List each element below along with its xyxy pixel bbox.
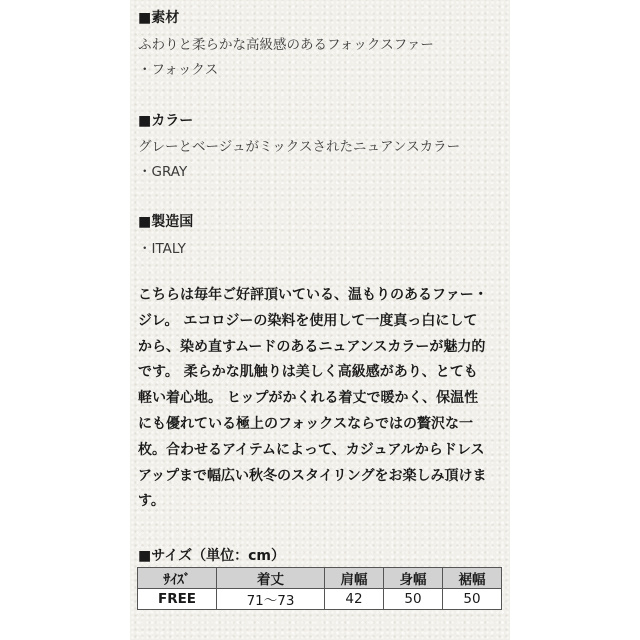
origin-value: ・ITALY [138,241,186,257]
description-line: 軽い着心地。 ヒップがかくれる着丈で暖かく、保温性 [138,390,479,407]
size-table-header-row [138,568,502,589]
size-heading: ■サイズ（単位：cm） [138,548,285,564]
size-header-cell: 肩幅 [325,568,384,589]
size-cell: FREE [138,589,217,610]
description-line: にも優れている極上のフォックスならではの贅沢な一 [138,415,474,432]
description-line: こちらは毎年ご好評頂いている、温もりのあるファー・ [138,287,488,303]
color-heading: ■カラー [138,113,194,129]
material-value: ・フォックス [138,62,219,78]
description-line: す。 [138,493,165,510]
size-header-cell: 身幅 [384,568,443,589]
size-header-cell: 裾幅 [443,568,502,589]
product-description [138,283,508,515]
description-line: から、染め直すムードのあるニュアンスカラーが魅力的 [138,338,486,355]
description-line: アップまで幅広い秋冬のスタイリングをお楽しみ頂けま [138,467,487,484]
origin-heading: ■製造国 [138,214,194,230]
description-line: ジレ。 エコロジーの染料を使用して一度真っ白にして [138,312,478,329]
size-table [137,567,502,610]
description-line: 枚。合わせるアイテムによって、カジュアルからドレス [138,441,485,458]
size-cell: 71〜73 [217,589,325,610]
size-cell: 50 [443,589,502,610]
size-cell: 42 [325,589,384,610]
material-description: ふわりと柔らかな高級感のあるフォックスファー [138,37,434,53]
size-cell: 50 [384,589,443,610]
description-line: です。 柔らかな肌触りは美しく高級感があり、とても [138,364,478,381]
color-value: ・GRAY [138,164,188,180]
size-header-cell: ｻｲｽﾞ [138,568,217,589]
size-header-cell: 着丈 [217,568,325,589]
size-table-row [138,589,502,610]
material-heading: ■素材 [138,10,180,26]
color-description: グレーとベージュがミックスされたニュアンスカラー [138,139,461,155]
